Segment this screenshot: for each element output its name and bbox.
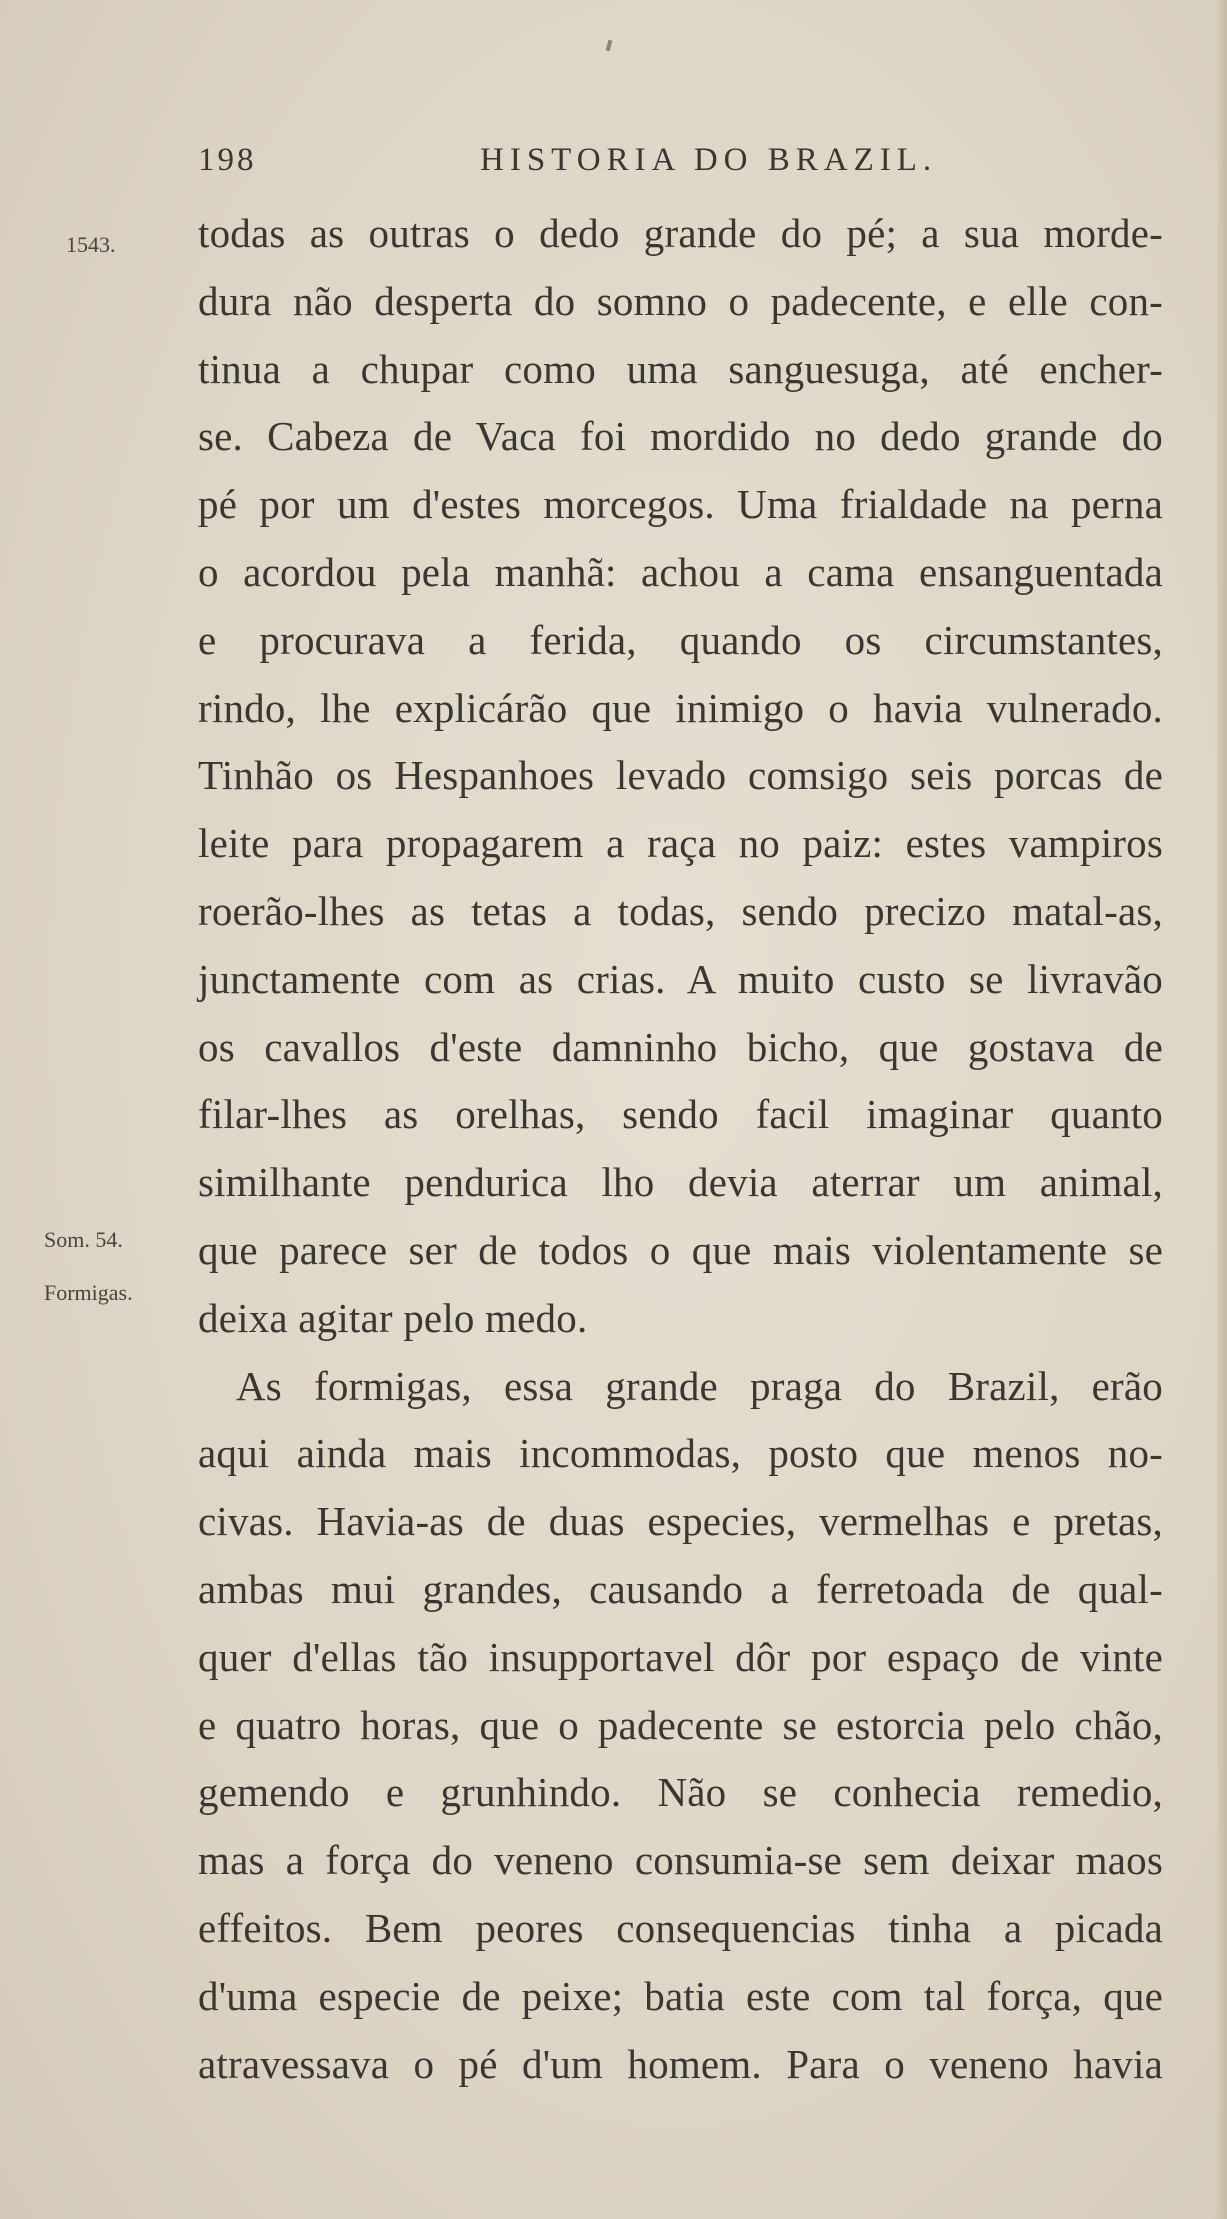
text-line: tinua a chupar como uma sanguesuga, até encher- xyxy=(198,345,1163,392)
text-line: aqui ainda mais incommodas, posto que menos no- xyxy=(198,1430,1163,1477)
text-line: junctamente com as crias. A muito custo se livravão xyxy=(198,955,1163,1002)
margin-note-som: Som. 54. xyxy=(44,1227,123,1252)
text-line: e quatro horas, que o padecente se estorcia pelo chão, xyxy=(198,1701,1163,1748)
text-line: os cavallos d'este damninho bicho, que gostava de xyxy=(198,1023,1163,1070)
text-line: o acordou pela manhã: achou a cama ensanguentada xyxy=(198,548,1163,595)
page-number: 198 xyxy=(198,142,257,178)
text-line: d'uma especie de peixe; batia este com tal força, que xyxy=(198,1972,1163,2019)
text-line: mas a força do veneno consumia-se sem deixar maos xyxy=(198,1837,1163,1884)
page-edge xyxy=(1217,0,1227,2219)
text-line: dura não desperta do somno o padecente, e elle con- xyxy=(198,277,1163,324)
body-text xyxy=(198,200,1163,2098)
text-line: se. Cabeza de Vaca foi mordido no dedo grande do xyxy=(198,413,1163,460)
text-line: filar-lhes as orelhas, sendo facil imaginar quanto xyxy=(198,1091,1163,1138)
text-line: Tinhão os Hespanhoes levado comsigo seis porcas de xyxy=(198,752,1163,799)
page-header xyxy=(198,142,1158,190)
text-line: atravessava o pé d'um homem. Para o veneno havia xyxy=(198,2040,1163,2087)
text-line: leite para propagarem a raça no paiz: estes vampiros xyxy=(198,820,1163,867)
running-title: HISTORIA DO BRAZIL. xyxy=(480,142,938,178)
text-line: effeitos. Bem peores consequencias tinha a picada xyxy=(198,1904,1163,1951)
text-line: pé por um d'estes morcegos. Uma frialdade na perna xyxy=(198,481,1163,528)
text-line: civas. Havia-as de duas especies, vermelhas e pretas, xyxy=(198,1498,1163,1545)
text-line: gemendo e grunhindo. Não se conhecia remedio, xyxy=(198,1769,1163,1816)
margin-note-formigas: Formigas. xyxy=(44,1280,133,1305)
margin-note-year: 1543. xyxy=(66,232,116,257)
text-line: quer d'ellas tão insupportavel dôr por espaço de vinte xyxy=(198,1633,1163,1680)
text-line: que parece ser de todos o que mais violentamente se xyxy=(198,1226,1163,1273)
text-line: rindo, lhe explicárão que inimigo o havia vulnerado. xyxy=(198,684,1163,731)
text-line: todas as outras o dedo grande do pé; a sua morde- xyxy=(198,210,1163,256)
text-line: similhante pendurica lho devia aterrar um animal, xyxy=(198,1159,1163,1206)
text-line: As formigas, essa grande praga do Brazil, erão xyxy=(236,1362,1163,1409)
text-line: roerão-lhes as tetas a todas, sendo precizo matal-as, xyxy=(198,887,1163,934)
ink-mark xyxy=(606,40,613,52)
text-line: e procurava a ferida, quando os circumstantes, xyxy=(198,616,1163,663)
text-line: deixa agitar pelo medo. xyxy=(198,1294,588,1341)
text-line: ambas mui grandes, causando a ferretoada de qual- xyxy=(198,1565,1163,1612)
